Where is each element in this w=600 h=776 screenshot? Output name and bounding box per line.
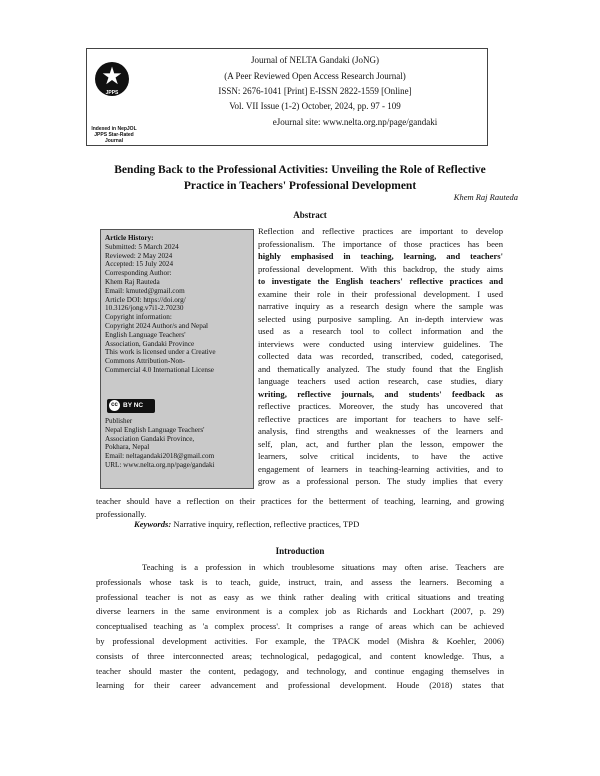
article-info-line: Khem Raj Rauteda — [105, 278, 160, 286]
introduction-line: learning for their career advancement and professional development. Houde (2018) states that — [96, 680, 504, 691]
abstract-line: used as a research tool to collect information and the — [258, 326, 503, 336]
abstract-line: teacher should have a reflection on their practices for the betterment of teaching, learning, and growing — [96, 496, 504, 506]
keywords-label: Keywords: — [134, 519, 172, 529]
abstract-line: engagement of learners in teaching-learning activities, and to — [258, 463, 503, 474]
publisher-line: Nepal English Language Teachers' — [105, 425, 205, 434]
title-line: Bending Back to the Professional Activities: Unveiling the Role of Reflective — [114, 164, 486, 176]
introduction-line: professional teacher is not as easy as we think rather dealing with critical situations and treating — [96, 591, 504, 602]
abstract-line: Reflection and reflective practices are important to develop — [258, 226, 503, 236]
issn: ISSN: 2676-1041 [Print] E-ISSN 2822-1559 [Online] — [218, 86, 412, 96]
title-line: Practice in Teachers' Professional Development — [183, 180, 417, 192]
abstract-line: writing, reflective journals, and students' feedback as — [258, 388, 503, 399]
logo-caption-line: JPPS Star-Rated Journal — [94, 132, 134, 144]
introduction-line: by professional development activities. For example, the TPACK model (Mishra & Koehler, 2006) — [96, 636, 504, 646]
article-title — [70, 162, 530, 194]
introduction-line: conceptualised teaching as 'a complex process'. It comprises a range of areas which can be achieved — [96, 621, 504, 632]
article-info-line: Commons Attribution-Non- — [105, 357, 186, 366]
introduction-line: teacher should master the content, pedagogy, and technology, and continue engaging themselves in — [96, 665, 504, 676]
article-info-line: Email: kmuted@gmail.com — [105, 286, 185, 295]
article-info-line: Association, Gandaki Province — [105, 339, 195, 348]
abstract-line: self, plan, act, and further plan the lesson, empower the — [258, 438, 503, 449]
introduction-line: consists of three interconnected areas; technological, pedagogical, and content knowledge. Thus, a — [96, 650, 504, 661]
introduction-heading: Introduction — [275, 546, 325, 556]
article-info-line: Copyright information: — [105, 313, 172, 322]
article-info-line: Article DOI: https://doi.org/ — [105, 295, 186, 304]
article-info-line: This work is licensed under a Creative — [105, 348, 216, 357]
article-info-line: Reviewed: 2 May 2024 — [105, 251, 173, 260]
abstract-line: and thematically analyzed. The study found that the English — [258, 363, 503, 374]
article-info-line: English Language Teachers' — [105, 330, 186, 339]
publisher-line: Pokhara, Nepal — [105, 443, 150, 452]
logo-caption-line: Indexed in NepJOL — [91, 126, 137, 132]
abstract-line: to investigate the English teachers' reflective practices and — [258, 276, 503, 286]
journal-name: Journal of NELTA Gandaki (JoNG) — [251, 55, 379, 65]
abstract-line: analysis, find strengths and weaknesses of the learners and — [258, 426, 503, 436]
keywords — [134, 519, 359, 529]
abstract-line: grow as a professional person. The study implies that every — [258, 476, 503, 486]
abstract-line: reflective practices. Moreover, the study has uncovered that — [258, 401, 503, 411]
article-info-line: 10.3126/jong.v7i1-2.70230 — [105, 304, 184, 313]
publisher-line: Publisher — [105, 417, 133, 425]
ejournal-site: eJournal site: www.nelta.org.np/page/gandaki — [272, 117, 438, 127]
review-note: (A Peer Reviewed Open Access Research Journal) — [224, 71, 406, 81]
keywords-text: Narrative inquiry, reflection, reflective practices, TPD — [173, 519, 360, 529]
abstract-line: selected using purposive sampling. An in-depth interview was — [258, 313, 503, 324]
abstract-line: language teachers used action research, case studies, diary — [258, 376, 503, 386]
author-name: Khem Raj Rauteda — [453, 192, 518, 202]
cc-by-nc-label: BY NC — [123, 402, 144, 409]
logo-text: JPPS — [105, 90, 119, 96]
abstract-line: professional development. With this backdrop, the study aims — [258, 263, 503, 274]
volume-info: Vol. VII Issue (1-2) October, 2024, pp. 97 - 109 — [229, 101, 401, 111]
introduction-line: Teaching is a profession in which troublesome situations may often arise. Teachers are — [142, 562, 504, 572]
publisher-line: URL: www.nelta.org.np/page/gandaki — [105, 461, 215, 469]
abstract-line: highly emphasised in teaching, learning, and teachers' — [258, 251, 503, 261]
abstract-heading: Abstract — [293, 210, 327, 220]
article-info-line: Accepted: 15 July 2024 — [105, 260, 174, 269]
abstract-line: narrative inquiry as a research design where the sample was — [258, 301, 503, 311]
publisher-line: Email: neltagandaki2018@gmail.com — [105, 452, 215, 461]
abstract-line: interviews were conducted using interview guidelines. The — [258, 338, 503, 349]
abstract-line: examine their role in their professional development. I used — [258, 288, 503, 299]
article-history-label: Article History: — [105, 234, 154, 242]
article-info-line: Submitted: 5 March 2024 — [105, 242, 179, 251]
introduction-line: professionals whose task is to teach, guide, instruct, train, and assess the learners. Becoming a — [96, 576, 504, 587]
abstract-line: reflective practices are important for teachers to have self- — [258, 413, 503, 424]
publisher-line: Association Gandaki Province, — [105, 434, 195, 443]
article-info-line: Corresponding Author: — [105, 269, 172, 278]
star-icon: ★ — [101, 64, 123, 90]
article-info-line: Copyright 2024 Author/s and Nepal — [105, 322, 209, 330]
abstract-line: learners, solve critical incidents, to have the active — [258, 451, 503, 461]
cc-icon: cc — [109, 400, 120, 411]
abstract-line: professionally. — [96, 508, 147, 519]
introduction-line: diverse learners in the same environment is a complex job as Richards and Lockhart (2007, p. 29) — [96, 606, 504, 617]
abstract-line: collected data was recorded, transcribed, coded, categorised, — [258, 351, 503, 361]
abstract-line: professionalism. The importance of those practices has been — [258, 238, 503, 249]
article-info-line: Commercial 4.0 International License — [105, 366, 214, 374]
logo-caption — [86, 126, 142, 144]
